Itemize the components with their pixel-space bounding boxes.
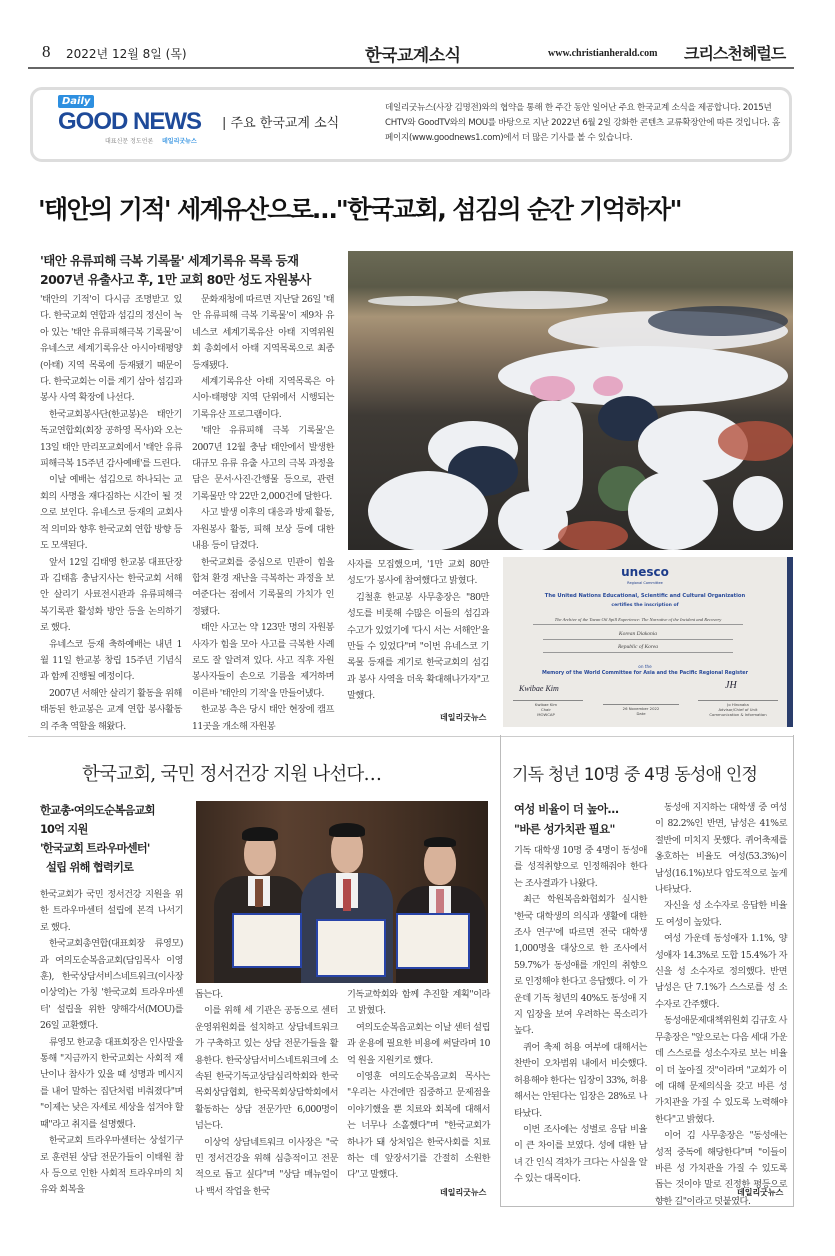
signer-left: Kwibae Kim Chair MOWCAP xyxy=(534,702,558,717)
paragraph: '태안 유류피해 극복 기록물'은 2007년 12월 충남 태안에서 발생한 대규모 유류 유출 사고의 극복 과정을 담은 문서·사진·간행물 등으로, 관련 기록물만 약 22만 2,000건에 달한다. xyxy=(192,425,334,502)
unesco-certificate-photo xyxy=(503,557,793,727)
article2-byline: 데일리굿뉴스 xyxy=(440,1188,487,1197)
paragraph: 태안 사고는 약 123만 명의 자원봉사자가 힘을 모아 사고를 극복한 사례로도 잘 알려져 있다. 사고 직후 자원봉사자들이 손으로 기름을 제거하며 이른바 '태안의 기적'을 만들어냈다. xyxy=(192,622,334,699)
paragraph: 한국교회봉사단(한교봉)은 태안기독교연합회(회장 공하영 목사)와 오는 13일 태안 만리포교회에서 '태안 유류피해극복 15주년 감사예배'를 드린다. xyxy=(40,408,182,470)
oil-spill-volunteers-photo xyxy=(348,251,793,550)
paragraph: 한국교회총연합(대표회장 류영모)과 여의도순복음교회(담임목사 이영훈), 한국상담서비스네트워크(이사장 이상억)는 가칭 '한국교회 트라우마센터' 설립을 위한 양해각서(MOU)를 26일 교환했다. xyxy=(40,938,183,1032)
article3-subhead: 여성 비율이 더 높아… "바른 성가치관 필요" xyxy=(514,803,619,836)
certificate-recipient: Korean Diakonia xyxy=(543,631,733,640)
article2-column-2 xyxy=(195,987,338,1200)
article1-column-2 xyxy=(192,292,334,735)
paragraph: 한국교회가 국민 정서건강 지원을 위한 트라우마센터 설립에 본격 나서기로 했다. xyxy=(40,889,183,933)
article1-byline: 데일리굿뉴스 xyxy=(440,713,487,722)
paragraph: 동성애문제대책위원회 김규호 사무총장은 "앞으로는 다음 세대 가운데 스스로를 성소수자로 보는 비율이 더 높아질 것"이라며 "교회가 이에 대해 문제의식을 갖고 바른 성 가치관을 가질 수 있도록 노력해야 한다"고 밝혔다. xyxy=(655,1015,787,1125)
paragraph: 한교봉 측은 당시 태안 현장에 캠프 11곳을 개소해 자원봉 xyxy=(192,704,334,732)
paragraph: 여의도순복음교회는 이날 센터 설립과 운용에 필요한 비용에 써달라며 10억 원을 지원키로 했다. xyxy=(347,1021,490,1066)
signature-right: JH xyxy=(725,680,737,691)
paragraph: 유네스코 등재 축하예배는 내년 1월 11일 한교봉 창립 15주년 기념식과 함께 진행될 예정이다. xyxy=(40,638,182,683)
certificate-date: 26 November 2022 Date xyxy=(622,706,660,716)
paragraph: 동성애 지지하는 대학생 중 여성이 82.2%인 반면, 남성은 41%로 절반에 미치지 못했다. 퀴어축제를 옹호하는 비율도 여성(53.3%)이 남성(16.1%)보다 압도적으로 높게 나타났다. xyxy=(655,802,787,896)
goodnews-description: 데일리굿뉴스(사장 김명전)와의 협약을 통해 한 주간 동안 일어난 주요 한국교계 소식을 제공합니다. 2015년 CHTV와 GoodTV와의 MOU를 바탕으로 지난 2022년 6월 2일 강화한 콘텐츠 교류확장안에 따른 것입니다. 홈페이지(www.goodnews1.com)에서 더 많은 기사를 볼 수 있습니다. xyxy=(385,103,781,143)
certificate-archive: The Archive of the Taean Oil Spill Experience: The Narrative of the Incident and Recovery xyxy=(533,617,743,625)
paragraph: 한국교회 트라우마센터는 상설기구로 훈련된 상담 전문가들이 이태원 참사 등으로 인한 사회적 트라우마의 치유와 회복을 xyxy=(40,1135,183,1196)
certificate-country: Republic of Korea xyxy=(543,644,733,653)
issue-date: 2022년 12월 8일 (목) xyxy=(66,47,187,61)
paragraph: 퀴어 축제 허용 여부에 대해서는 찬반이 오차범위 내에서 비슷했다. 허용해야 한다는 입장이 33%, 허용해서는 안된다는 입장은 28%로 나타났다. xyxy=(514,1041,647,1119)
paragraph: 이상억 상담네트워크 이사장은 "국민 정서건강을 위해 심층적이고 전문적으로 돕고 싶다"며 "상담 매뉴얼이나 백서 작업을 한국 xyxy=(195,1136,338,1197)
certificate-on: on the xyxy=(638,664,652,669)
daily-badge: Daily xyxy=(58,95,94,108)
paragraph: 이번 조사에는 성별로 응답 비율이 큰 차이를 보였다. 성에 대한 남녀 간 인식 격차가 크다는 사실을 알 수 있는 대목이다. xyxy=(514,1123,647,1185)
paragraph: 자신을 성 소수자로 응답한 비율도 여성이 높았다. xyxy=(655,900,787,928)
paragraph: 여성 가운데 동성애자 1.1%, 양성애자 14.3%로 도합 15.4%가 자신을 성 소수자로 정의했다. 반면 남성은 단 7.1%가 스스로를 성 소수자로 간주했다. xyxy=(655,933,787,1010)
goodnews-tagline: 대표신문 정도언론 xyxy=(105,138,154,145)
certificate-certifies: certifies the inscription of xyxy=(611,603,679,608)
unesco-logo: unesco xyxy=(621,565,669,579)
article2-headline: 한국교회, 국민 정서건강 지원 나선다… xyxy=(82,764,382,785)
header-divider xyxy=(28,67,794,69)
paragraph: 최근 학원복음화협회가 실시한 '한국 대학생의 의식과 생활에 대한 조사 연구'에 따르면 전국 대학생 1,000명을 대상으로 한 조사에서 59.7%가 동성애를 개인의 취향으로 인정해야 한다고 응답했다. 이 가운데 기독 청년의 40%도 동성애 지지 입장을 보여 우려하는 목소리가 높다. xyxy=(514,894,647,1037)
section-title: 한국교계소식 xyxy=(365,46,461,66)
article2-column-3 xyxy=(347,987,490,1184)
goodnews-tagline-brand: 데일리굿뉴스 xyxy=(162,138,197,145)
signer-right: Jo Hironaka Advisor/Chief of Unit Communication & Information xyxy=(709,702,767,717)
paragraph: 앞서 12일 김태영 한교봉 대표단장과 김태흠 충남지사는 한국교회 서해안 살리기 사료전시관과 유류피해극복기록관 활성화 방안 등을 논의하기로 했다. xyxy=(40,556,182,634)
signature-left: Kwibae Kim xyxy=(519,684,559,693)
goodnews-logo: GOOD NEWS xyxy=(58,108,202,135)
goodnews-subtitle: | 주요 한국교계 소식 xyxy=(222,116,340,131)
article3-column-1 xyxy=(514,843,647,1188)
certificate-org: The United Nations Educational, Scientific and Cultural Organization xyxy=(544,593,746,599)
paragraph: 돕는다. xyxy=(195,989,223,1000)
article2-subhead: 한교총·여의도순복음교회 10억 지원 '한국교회 트라우마센터' 설립 위해 협력키로 xyxy=(40,804,155,874)
paragraph: 한국교회를 중심으로 민관이 힘을 합쳐 환경 재난을 극복하는 과정을 보여준다는 점에서 기록물의 가치가 인정됐다. xyxy=(192,556,334,617)
page-number: 8 xyxy=(42,42,51,61)
website-link[interactable]: www.christianherald.com xyxy=(548,48,658,59)
paragraph: 세계기록유산 아태 지역목록은 아시아·태평양 지역 단위에서 시행되는 기록유산 프로그램이다. xyxy=(192,376,334,420)
paragraph: 문화재청에 따르면 지난달 26일 '태안 유류피해 극복 기록물'이 제9차 유네스코 세계기록유산 아태 지역위원회 총회에서 아태 지역목록으로 최종 등재됐다. xyxy=(192,294,334,371)
paragraph: 이를 위해 세 기관은 공동으로 센터운영위원회를 설치하고 상담네트워크가 구축하고 있는 상담 전문가들을 활용한다. 한국상담서비스네트워크에 소속된 한국기독교상담심리학회와 한국목회상담협회, 한국목회상담학회에서 활동하는 상담 전문가만 6,000명이 넘는다. xyxy=(195,1005,338,1132)
certificate-register: Memory of the World Committee for Asia and the Pacific Regional Register xyxy=(541,670,749,676)
newspaper-brand: 크리스천헤럴드 xyxy=(684,44,786,63)
article2-column-1 xyxy=(40,887,183,1199)
paragraph: 김철훈 한교봉 사무총장은 "80만 성도를 비롯해 수많은 이들의 섬김과 수고가 있었기에 '다시 서는 서해안'을 만들 수 있었다"며 "이번 유네스코 기록물 등재를 계기로 한국교회의 섬김과 봉사 사역을 더욱 확대해나가자"고 말했다. xyxy=(347,591,489,702)
article1-subhead: 2007년 유출사고 후, 1만 교회 80만 성도 자원봉사 xyxy=(40,272,311,287)
article3-byline: 데일리굿뉴스 xyxy=(737,1188,784,1197)
article3-headline: 기독 청년 10명 중 4명 동성애 인정 xyxy=(512,765,758,785)
mou-signing-photo xyxy=(196,801,488,983)
article1-headline: '태안의 기적' 세계유산으로…"한국교회, 섬김의 순간 기억하자" xyxy=(38,195,681,224)
paragraph: 이어 김 사무총장은 "동성애는 성적 중독에 해당한다"며 "이들이 바른 성 가치관을 가질 수 있도록 돕는 것이야 말로 진정한 평등으로 향한 길"이라고 덧붙였다. xyxy=(655,1130,787,1207)
paragraph: 사자를 모집했으며, '1만 교회 80만 성도'가 봉사에 참여했다고 밝혔다. xyxy=(347,559,489,587)
article1-subhead: '태안 유류피해 극복 기록물' 세계기록유 목록 등재 xyxy=(40,253,299,268)
article1-column-1 xyxy=(40,292,182,735)
article3-column-2 xyxy=(655,800,787,1210)
article1-column-3 xyxy=(347,557,489,705)
paragraph: '태안의 기적'이 다시금 조명받고 있다. 한국교회 연합과 섬김의 정신이 녹아 있는 '태안 유류피해극복 기록물'이 유네스코 세계기록유산 아시아태평양(아태) 지역 목록에 등재됐기 때문이다. 한국교회는 이를 계기 삼아 섬김과 봉사 사역 확장에 나선다. xyxy=(40,294,182,404)
paragraph: 기독교학회와 함께 추진할 계획"이라고 밝혔다. xyxy=(347,989,490,1017)
paragraph: 기독 대학생 10명 중 4명이 동성애를 성적취향으로 인정해줘야 한다는 조사결과가 나왔다. xyxy=(514,845,647,889)
paragraph: 류영모 한교총 대표회장은 인사말을 통해 "지금까지 한국교회는 사회적 재난이나 참사가 있을 때 성명과 메시지를 내어 말하는 집단처럼 비춰졌다"며 "이제는 낮은 자세로 세상을 섬겨야 할 때"라고 취지를 설명했다. xyxy=(40,1036,183,1130)
paragraph: 2007년 서해안 살리기 활동을 위해 태동된 한교봉은 교계 연합 봉사활동의 주축 역할을 해왔다. xyxy=(40,687,182,732)
paragraph: 이영훈 여의도순복음교회 목사는 "우리는 사건에만 집중하고 문제점을 이야기했을 뿐 치료와 회복에 대해서는 너무나 소홀했다"며 "한국교회가 하나가 돼 상처입은 한국사회를 치료하는 데 앞장서기를 간절히 소원한다"고 말했다. xyxy=(347,1071,490,1181)
paragraph: 이날 예배는 섬김으로 하나되는 교회의 사명을 재다짐하는 시간이 될 것으로 보인다. 유네스코 등재의 교회사적 의미와 향후 한국교회 연합 방향 등도 모색된다. xyxy=(40,474,182,552)
paragraph: 사고 발생 이후의 대응과 방제 활동, 자원봉사 활동, 피해 보상 등에 대한 내용 등이 담겼다. xyxy=(192,507,334,552)
certificate-region: Regional Committee xyxy=(627,581,663,585)
